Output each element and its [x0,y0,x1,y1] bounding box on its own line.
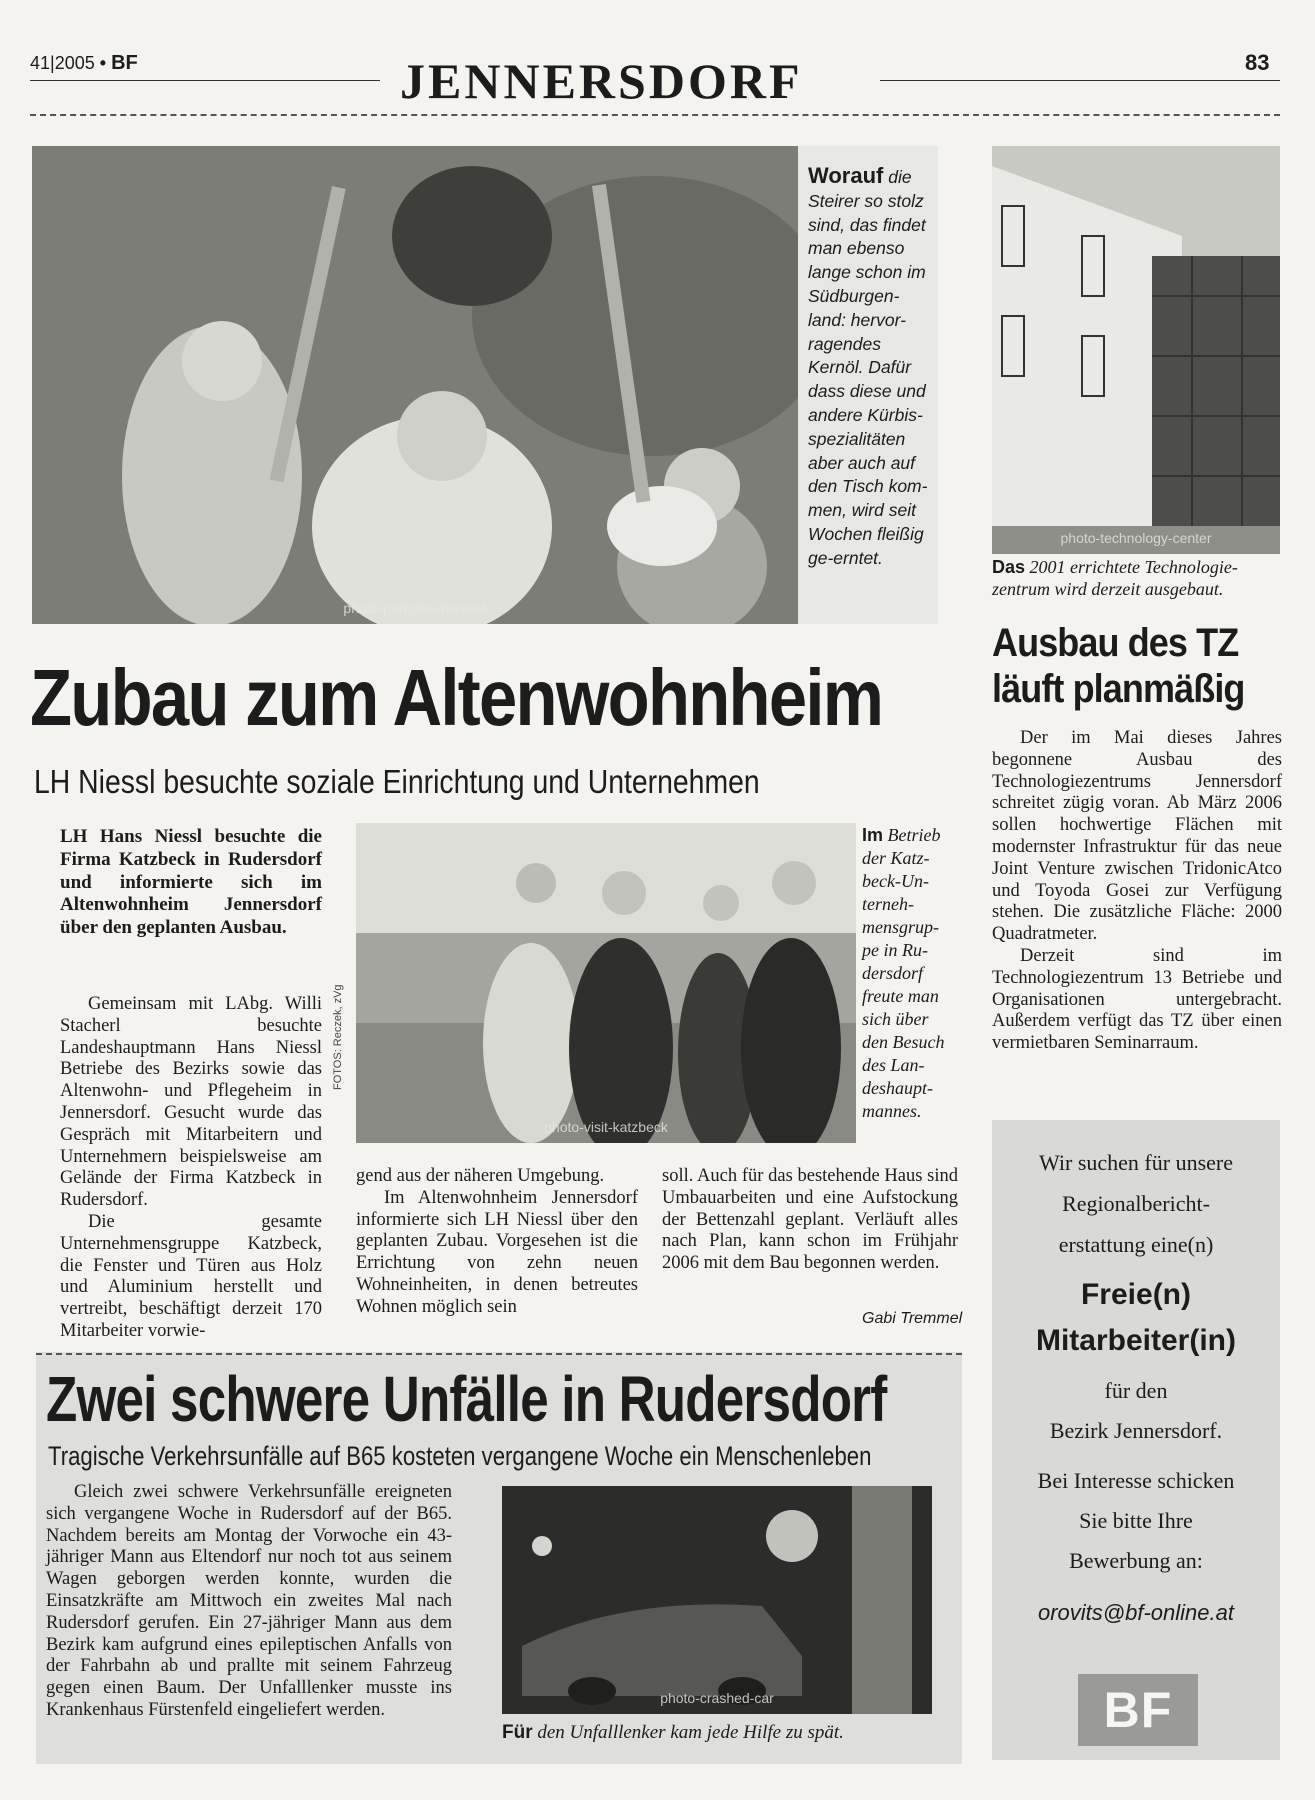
section-title: JENNERSDORF [400,53,803,109]
visit-photo-label: photo-visit-katzbeck [544,1119,668,1135]
building-graphic [992,146,1280,554]
main-column-2 [356,1166,638,1319]
tz-headline [992,620,1245,712]
tz-body [992,728,1282,1055]
issue-number: 41|2005 [30,53,95,73]
header-dash-rule [30,114,1280,116]
ad-line-5: Bezirk Jennersdorf. [1049,1418,1223,1443]
visit-caption-text: Betrieb der Katz-beck-Un-terneh-mensgrup-pe in Ru-dersdorf freute man sich über den Besuch des Lan-deshaupt-mannes. [862,825,945,1121]
author-byline: Gabi Tremmel [862,1310,963,1327]
page-number: 83 [1245,50,1270,75]
ad-line-3: erstattung eine(n) [1058,1232,1214,1257]
caption-text: die Steirer so stolz sind, das findet man ebenso lange schon im Südburgen-land: hervor-ragendes Kernöl. Dafür dass diese und andere Kürbis-spezialitäten aber auch auf den Tisch kom-men, wird seit Wochen fleißig ge-erntet. [808,167,928,568]
visit-photo [356,823,856,1143]
technology-center-photo [992,146,1280,554]
col2-paragraph-1: gend aus der näheren Umgebung. [356,1166,605,1186]
ad-line-6: Bei Interesse schicken [1037,1468,1235,1493]
crash-caption [502,1722,844,1744]
header-rule-left [30,80,380,81]
visit-scene-graphic [356,823,856,1143]
caption-lead: Worauf [808,163,884,188]
main-headline: Zubau zum Altenwohnheim [30,653,883,742]
ad-title-2: Mitarbeiter(in) [1035,1324,1236,1357]
pumpkin-harvest-photo [32,146,798,624]
ad-email-link[interactable]: orovits@bf-online.at [1038,1600,1234,1625]
ad-line-1: Wir suchen für unsere [1039,1150,1233,1175]
tz-caption [992,556,1282,600]
visit-caption [862,824,946,1123]
crash-caption-lead: Für [502,1722,533,1743]
crashed-car-photo [502,1486,932,1714]
top-photo-caption [798,146,938,571]
col1-paragraph-2: Die gesamte Unternehmensgruppe Katzbeck, die Fenster und Türen aus Holz und Aluminium herstellt und vertreibt, beschäftigt derzeit 170 Mitarbeiter vorwie- [60,1211,322,1341]
crash-photo-label: photo-crashed-car [660,1690,774,1706]
col2-paragraph-2: Im Altenwohnheim Jennersdorf informierte sich LH Niessl über den geplanten Zubau. Vorgesehen ist die Errichtung von zehn neuen Wohneinheiten, in denen betreutes Wohnen möglich sein [356,1187,638,1317]
ad-line-2: Regionalbericht- [1062,1191,1210,1216]
main-column-3 [662,1166,958,1275]
tz-headline-line-2: läuft planmäßig [992,667,1245,711]
bullet: • [99,53,107,73]
crash-caption-text: den Unfalllenker kam jede Hilfe zu spät. [537,1722,844,1743]
tz-caption-text: 2001 errichtete Technologie-zentrum wird derzeit ausgebaut. [992,557,1238,599]
job-ad-box [992,1120,1280,1760]
main-subhead: LH Niessl besuchte soziale Einrichtung und Unternehmen [34,763,760,800]
main-column-1 [60,994,322,1343]
photo-credit: FOTOS: Reczek, zVg [332,984,344,1090]
photo-label: photo-pumpkin-harvest [343,600,487,616]
ad-line-8: Bewerbung an: [1069,1548,1203,1573]
col1-paragraph-1: Gemeinsam mit LAbg. Willi Stacherl besuchte Landeshauptmann Hans Niessl Betriebe des Bezirks sowie das Altenwohn- und Pflegeheim in Jennersdorf. Gesucht wurde das Gespräch mit Mitarbeitern und Unternehmern beispielsweise am Gelände der Firma Katzbeck in Rudersdorf. [60,994,322,1211]
header-rule-right [880,80,1280,81]
bf-logo-text: BF [1103,1682,1173,1738]
crash-scene-graphic [502,1486,932,1714]
bf-logo [1078,1674,1198,1746]
top-photo-caption-box [798,146,938,624]
col3-paragraph-1: soll. Auch für das bestehende Haus sind Umbauarbeiten und eine Aufstockung der Bettenzahl geplant. Verläuft alles nach Plan, kann schon im Frühjahr 2006 mit dem Bau begonnen werden. [662,1166,958,1274]
brand-label: BF [111,52,138,74]
accident-paragraph: Gleich zwei schwere Verkehrsunfälle ereigneten sich vergangene Woche in Rudersdorf auf der B65. Nachdem bereits am Montag der Vorwoche ein 43-jähriger Mann aus Eltendorf nur noch tot aus seinem Wagen geborgen werden konnte, wurden die Einsatzkräfte am Mittwoch ein zweites Mal nach Rudersdorf gerufen. Ein 27-jähriger Mann aus dem Bezirk kam aufgrund eines epileptischen Anfalls von der Fahrbahn ab und prallte mit seinem Fahrzeug gegen einen Baum. Der Unfalllenker musste ins Krankenhaus Fürstenfeld eingeliefert werden. [46,1482,452,1720]
pumpkin-scene-graphic [32,146,798,624]
accident-body [46,1482,452,1722]
main-lead: LH Hans Niessl besuchte die Firma Katzbeck in Rudersdorf und informierte sich im Altenwohnheim Jennersdorf über den geplanten Ausbau. [60,826,322,939]
accident-dash-rule [36,1353,962,1355]
tz-headline-line-1: Ausbau des TZ [992,621,1239,665]
accident-subhead: Tragische Verkehrsunfälle auf B65 kosteten vergangene Woche ein Menschenleben [48,1441,872,1471]
tz-paragraph-1: Der im Mai dieses Jahres begonnene Ausbau des Technologiezentrums Jennersdorf schreitet zügig voran. Ab März 2006 sollen hochwertige Flächen mit modernster Infrastruktur für das neue Joint Venture zwischen TridonicAtco und Toyoda Gosei zur Verfügung stehen. Die zusätzliche Fläche: 2000 Quadratmeter. [992,728,1282,945]
visit-caption-lead: Im [862,825,884,845]
tz-photo-label: photo-technology-center [1060,530,1212,546]
tz-paragraph-2: Derzeit sind im Technologiezentrum 13 Betriebe und Organisationen untergebracht. Außerdem verfügt das TZ über einen vermietbaren Seminarraum. [992,945,1282,1054]
ad-line-4: für den [1104,1378,1168,1403]
accident-headline: Zwei schwere Unfälle in Rudersdorf [46,1363,887,1435]
issue-label [30,52,138,75]
ad-title-1: Freie(n) [1080,1278,1191,1311]
ad-line-7: Sie bitte Ihre [1079,1508,1193,1533]
tz-caption-lead: Das [992,557,1026,577]
